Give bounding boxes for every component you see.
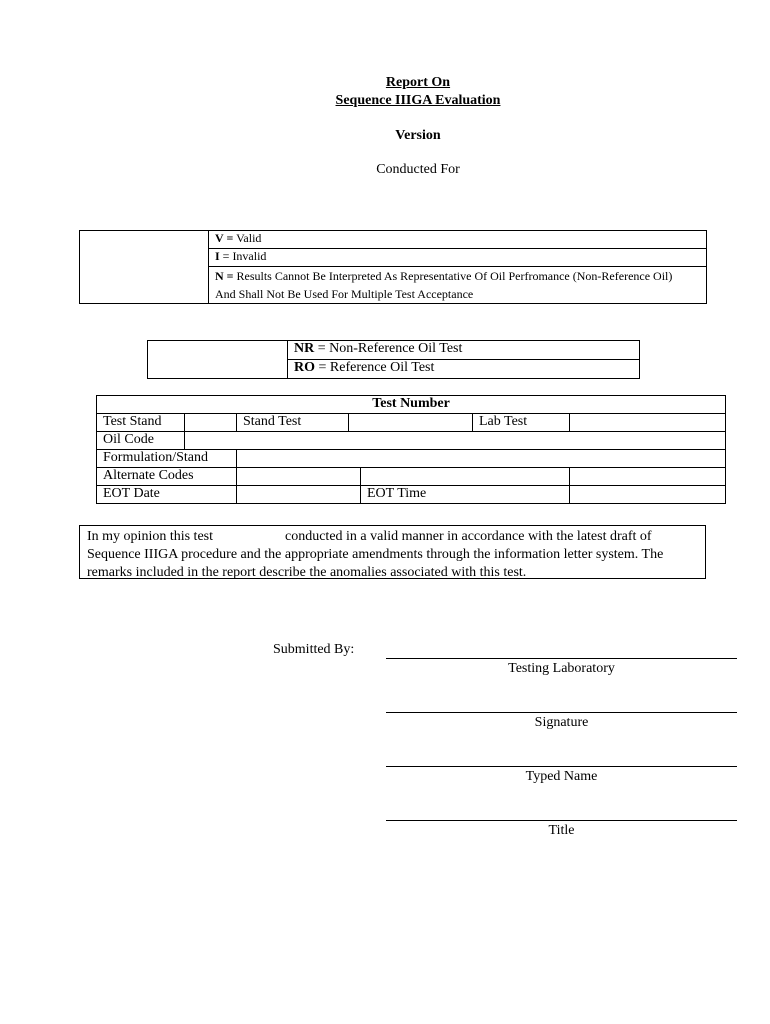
evaluation-title: Sequence IIIGA Evaluation [335,93,501,108]
test-number-table [96,395,726,504]
invalid-text: = Invalid [219,249,267,263]
version-label: Version [395,128,441,143]
opinion-part-1: In my opinion this test [87,529,213,544]
title-line[interactable] [386,820,737,821]
eot-date-value[interactable] [237,486,361,504]
testing-laboratory-line[interactable] [386,658,737,659]
alternate-codes-label: Alternate Codes [97,468,237,486]
stand-test-label: Stand Test [237,414,349,432]
lab-test-value[interactable] [570,414,726,432]
oil-code-label: Oil Code [97,432,185,450]
nr-code: NR [294,341,315,356]
testing-laboratory-caption: Testing Laboratory [508,661,615,676]
not-interpretable-code: N = [215,269,234,283]
eot-date-label: EOT Date [97,486,237,504]
validity-legend-blank-cell [80,231,209,304]
oil-test-type-blank-cell [148,341,288,379]
not-interpretable-row [209,267,707,304]
opinion-statement [79,525,706,579]
valid-text: Valid [233,231,262,245]
lab-test-label: Lab Test [473,414,570,432]
alternate-codes-value-3[interactable] [570,468,726,486]
title-caption: Title [548,823,575,838]
test-number-heading: Test Number [97,396,726,414]
typed-name-line[interactable] [386,766,737,767]
oil-code-value[interactable] [185,432,726,450]
typed-name-caption: Typed Name [525,769,598,784]
alternate-codes-value-2[interactable] [361,468,570,486]
valid-code: V = [215,231,234,245]
eot-time-value[interactable] [570,486,726,504]
oil-test-type-table [147,340,640,379]
signature-line[interactable] [386,712,737,713]
submitted-by-label: Submitted By: [273,642,355,657]
invalid-row [209,249,707,267]
signature-caption: Signature [534,715,589,730]
formulation-stand-label: Formulation/Stand [97,450,237,468]
report-on-title: Report On [385,75,451,90]
stand-test-value[interactable] [349,414,473,432]
formulation-stand-value[interactable] [237,450,726,468]
ro-text: = Reference Oil Test [315,360,435,375]
conducted-for-label: Conducted For [376,162,460,177]
test-stand-label: Test Stand [97,414,185,432]
non-reference-row [288,341,640,360]
alternate-codes-value-1[interactable] [237,468,361,486]
ro-code: RO [294,360,315,375]
nr-text: = Non-Reference Oil Test [314,341,463,356]
validity-legend-table [79,230,707,304]
not-interpretable-text: Results Cannot Be Interpreted As Representative Of Oil Perfromance (Non-Reference Oil) And Shall Not Be Used For Multiple Test Acceptance [215,269,673,301]
opinion-part-2: conducted in a valid manner in accordance with the latest draft of Sequence IIIGA procedure and the appropriate amendments through the information letter system. The remarks included in the report describe the anomalies associated with this test. [87,529,664,580]
test-stand-value[interactable] [185,414,237,432]
invalid-code: I [215,249,220,263]
eot-time-label: EOT Time [361,486,570,504]
valid-row [209,231,707,249]
reference-row [288,360,640,379]
